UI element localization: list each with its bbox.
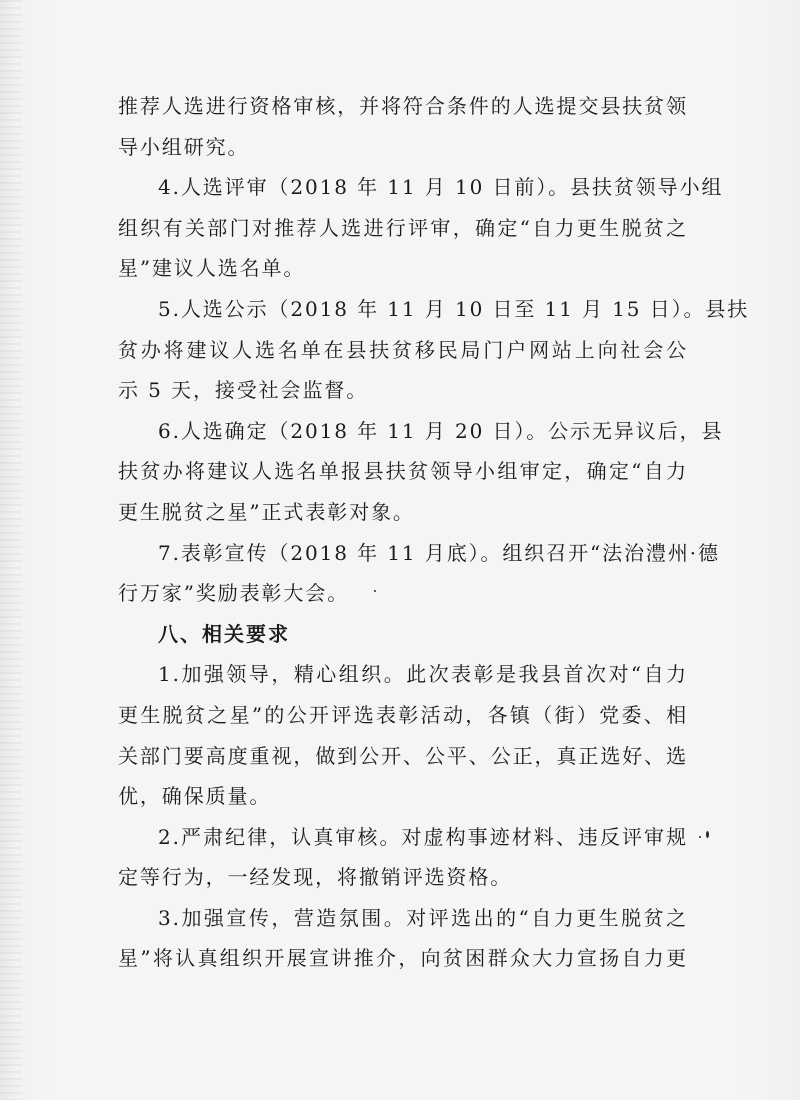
requirement-item-3: 3.加强宣传，营造氛围。对评选出的“自力更生脱贫之 (158, 905, 688, 930)
document-body (118, 86, 750, 979)
scan-speck (706, 831, 709, 838)
text-line: 更生脱贫之星”正式表彰对象。 (118, 499, 415, 524)
text-line: 优，确保质量。 (118, 784, 272, 809)
list-item-5: 5.人选公示（2018 年 11 月 10 日至 11 月 15 日）。县扶 (158, 296, 750, 321)
text-line: 定等行为，一经发现，将撤销评选资格。 (118, 865, 513, 890)
section-heading: 八、相关要求 (158, 621, 290, 646)
text-line: 示 5 天，接受社会监督。 (118, 378, 369, 403)
text-line: 贫办将建议人选名单在县扶贫移民局门户网站上向社会公 (118, 337, 688, 362)
list-item-6: 6.人选确定（2018 年 11 月 20 日）。公示无异议后，县 (158, 418, 724, 443)
text-line: 推荐人选进行资格审核，并将符合条件的人选提交县扶贫领 (118, 94, 688, 118)
text-line: 星”建议人选名单。 (118, 256, 306, 281)
text-line: 行万家”奖励表彰大会。 (118, 581, 350, 606)
scan-speck (699, 836, 701, 838)
scan-speck (374, 590, 376, 592)
text-line: 更生脱贫之星”的公开评选表彰活动，各镇（街）党委、相 (118, 702, 688, 727)
requirement-item-2: 2.严肃纪律，认真审核。对虚构事迹材料、违反评审规 (158, 824, 688, 849)
text-line: 组织有关部门对推荐人选进行评审，确定“自力更生脱贫之 (118, 215, 688, 240)
requirement-item-1: 1.加强领导，精心组织。此次表彰是我县首次对“自力 (158, 662, 688, 687)
text-line: 星”将认真组织开展宣讲推介，向贫困群众大力宣扬自力更 (118, 946, 688, 971)
text-line: 导小组研究。 (118, 134, 250, 159)
list-item-4: 4.人选评审（2018 年 11 月 10 日前）。县扶贫领导小组 (158, 175, 724, 200)
text-line: 扶贫办将建议人选名单报县扶贫领导小组审定，确定“自力 (118, 459, 688, 484)
scan-edge-shadow (0, 0, 22, 1100)
text-line: 关部门要高度重视，做到公开、公平、公正，真正选好、选 (118, 743, 688, 768)
list-item-7: 7.表彰宣传（2018 年 11 月底）。组织召开“法治澧州·德 (158, 540, 720, 565)
